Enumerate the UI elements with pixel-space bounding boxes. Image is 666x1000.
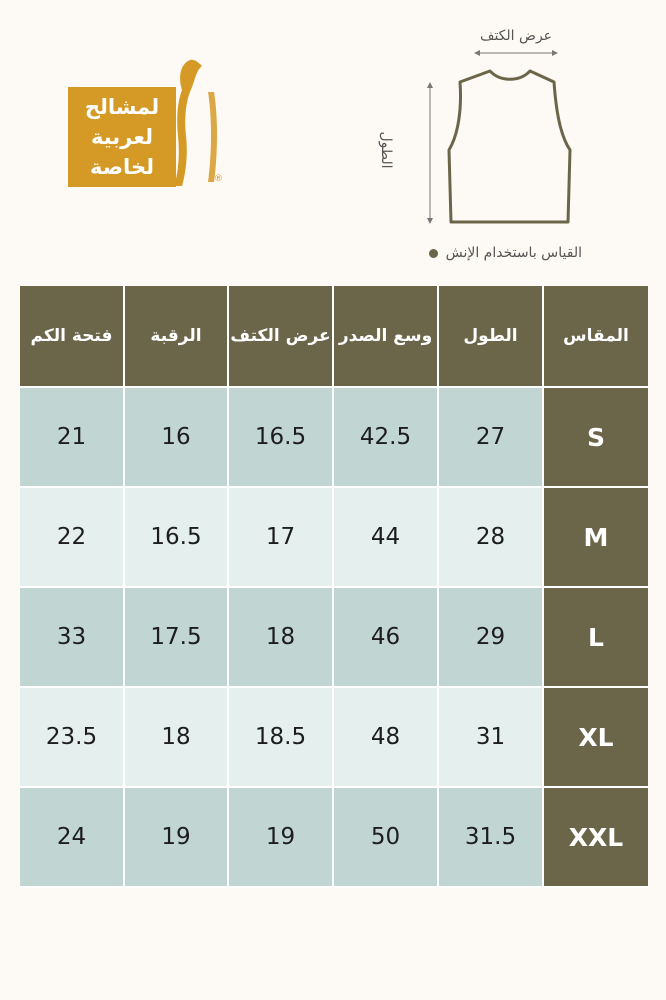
table-cell: 22 [20,488,123,586]
table-cell: 18 [229,588,332,686]
table-cell: 33 [20,588,123,686]
table-cell: 28 [439,488,542,586]
table-cell: 16.5 [229,388,332,486]
size-chart-table [20,286,647,888]
logo-box [68,87,176,187]
table-cell: 21 [20,388,123,486]
bullet-icon [429,249,438,258]
table-cell: 48 [334,688,437,786]
length-label: الطول [378,131,394,169]
table-cell: 27 [439,388,542,486]
table-cell: 24 [20,788,123,886]
table-cell: 18.5 [229,688,332,786]
table-cell: 19 [125,788,227,886]
header-neck: الرقبة [125,286,227,386]
shoulder-width-label: عرض الكتف [479,28,553,44]
table-cell: 23.5 [20,688,123,786]
logo-line-1: لمشالح [84,95,160,119]
header-shoulder: عرض الكتف [229,286,332,386]
note-text: القياس باستخدام الإنش [445,245,582,261]
header-chest: وسع الصدر [334,286,437,386]
size-label: S [544,388,648,486]
table-cell: 16.5 [125,488,227,586]
table-cell: 42.5 [334,388,437,486]
table-cell: 29 [439,588,542,686]
header-sleeve: فتحة الكم [20,286,123,386]
table-cell: 17.5 [125,588,227,686]
table-cell: 50 [334,788,437,886]
size-label: L [544,588,648,686]
table-cell: 31.5 [439,788,542,886]
logo-line-3: لخاصة [90,155,154,179]
garment-diagram [360,20,590,230]
table-cell: 46 [334,588,437,686]
header-size: المقاس [544,286,648,386]
table-cell: 17 [229,488,332,586]
table-cell: 31 [439,688,542,786]
logo-figure-icon [168,56,228,190]
table-cell: 16 [125,388,227,486]
logo-line-2: لعربية [91,125,153,149]
table-cell: 44 [334,488,437,586]
brand-logo [68,56,236,190]
measurement-note [429,245,582,261]
size-label: XXL [544,788,648,886]
logo-text [68,87,176,187]
table-cell: 19 [229,788,332,886]
size-label: M [544,488,648,586]
header-length: الطول [439,286,542,386]
table-cell: 18 [125,688,227,786]
registered-mark: ® [214,174,223,184]
size-label: XL [544,688,648,786]
